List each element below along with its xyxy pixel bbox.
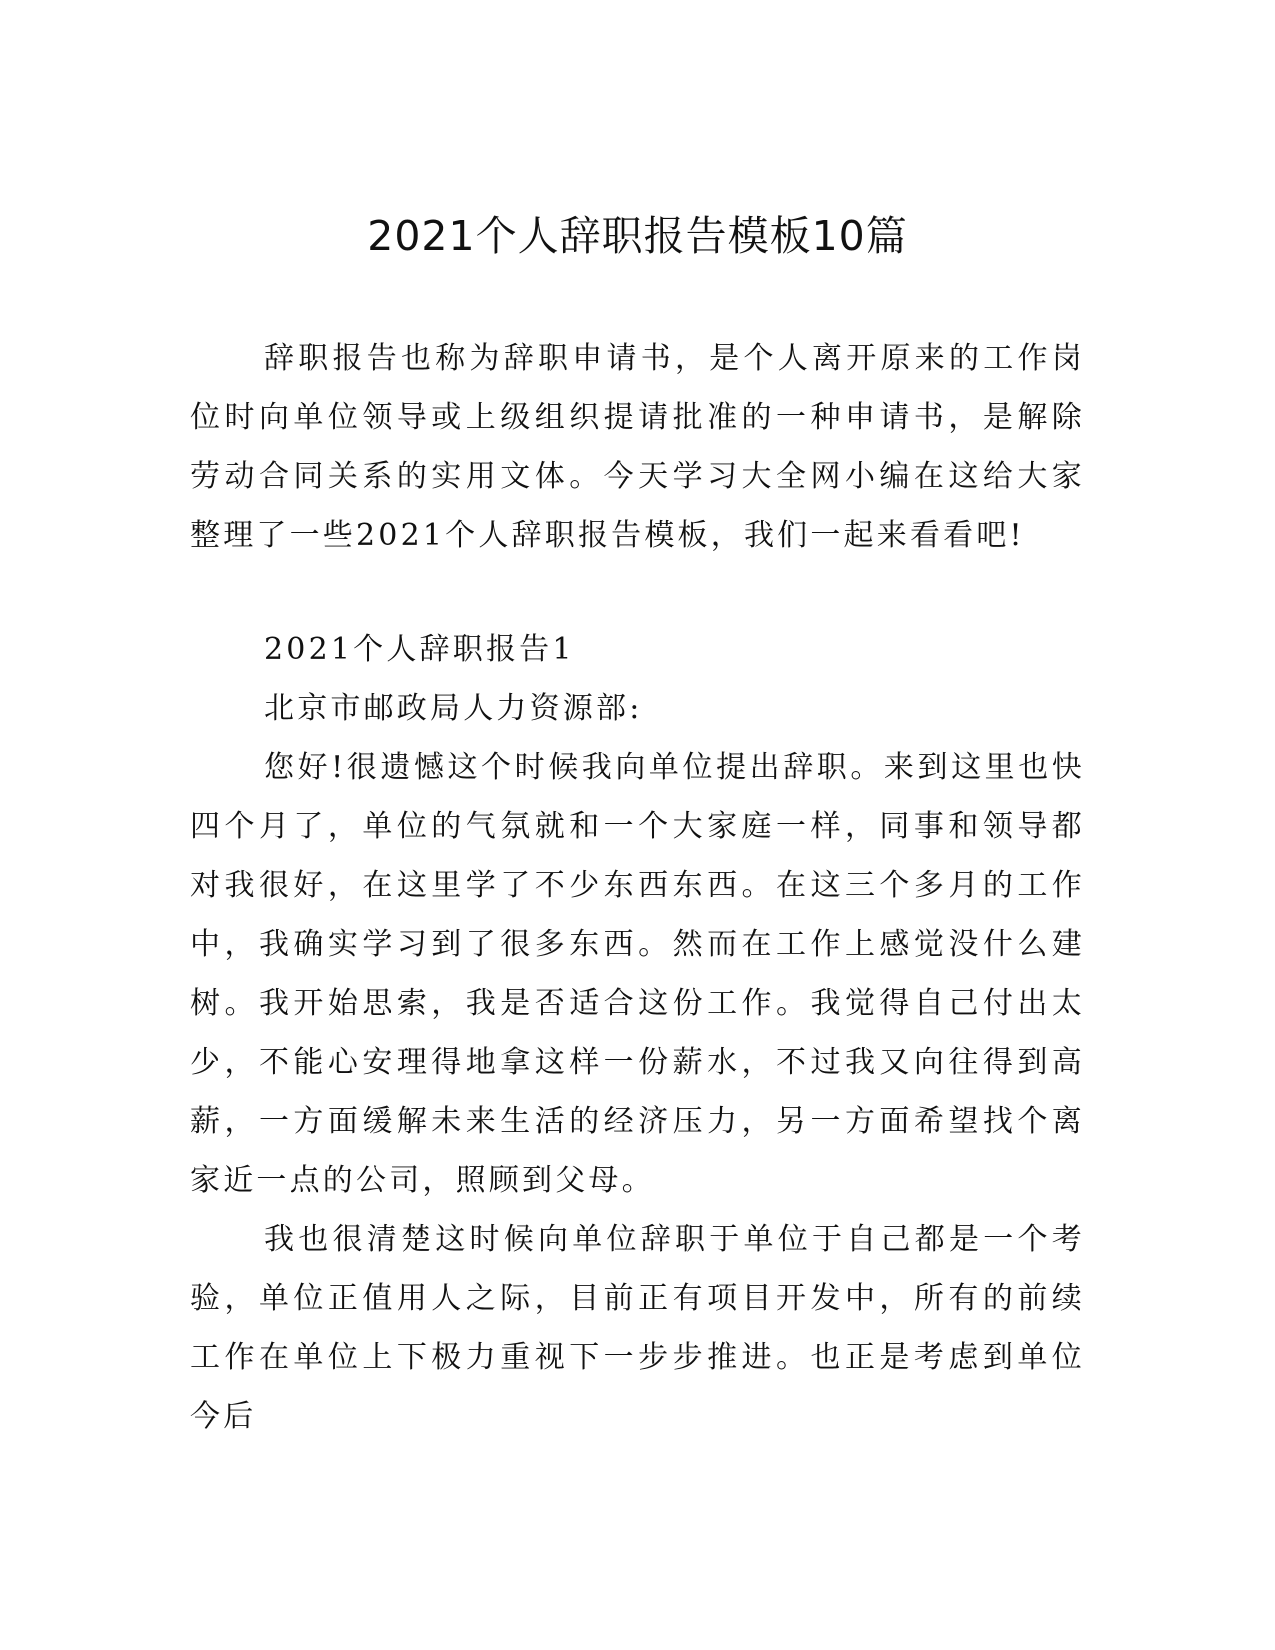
section-heading: 2021个人辞职报告1 (264, 632, 575, 667)
document-title: 2021个人辞职报告模板10篇 (367, 212, 908, 260)
body-paragraph-1: 您好!很遗憾这个时候我向单位提出辞职。来到这里也快四个月了，单位的气氛就和一个大家庭一样，同事和领导都对我很好，在这里学了不少东西东西。在这三个多月的工作中，我确实学习到了很多东西。然而在工作上感觉没什么建树。我开始思索，我是否适合这份工作。我觉得自己付出太少，不能心安理得地拿这样一份薪水，不过我又向往得到高薪，一方面缓解未来生活的经济压力，另一方面希望找个离家近一点的公司，照顾到父母。 (190, 750, 1085, 1198)
recipient-line: 北京市邮政局人力资源部: (264, 691, 643, 726)
intro-paragraph: 辞职报告也称为辞职申请书，是个人离开原来的工作岗位时向单位领导或上级组织提请批准的一种申请书，是解除劳动合同关系的实用文体。今天学习大全网小编在这给大家整理了一些2021个人辞职报告模板，我们一起来看看吧! (190, 341, 1085, 553)
body-paragraph-2: 我也很清楚这时候向单位辞职于单位于自己都是一个考验，单位正值用人之际，目前正有项目开发中，所有的前续工作在单位上下极力重视下一步步推进。也正是考虑到单位今后 (190, 1222, 1085, 1434)
